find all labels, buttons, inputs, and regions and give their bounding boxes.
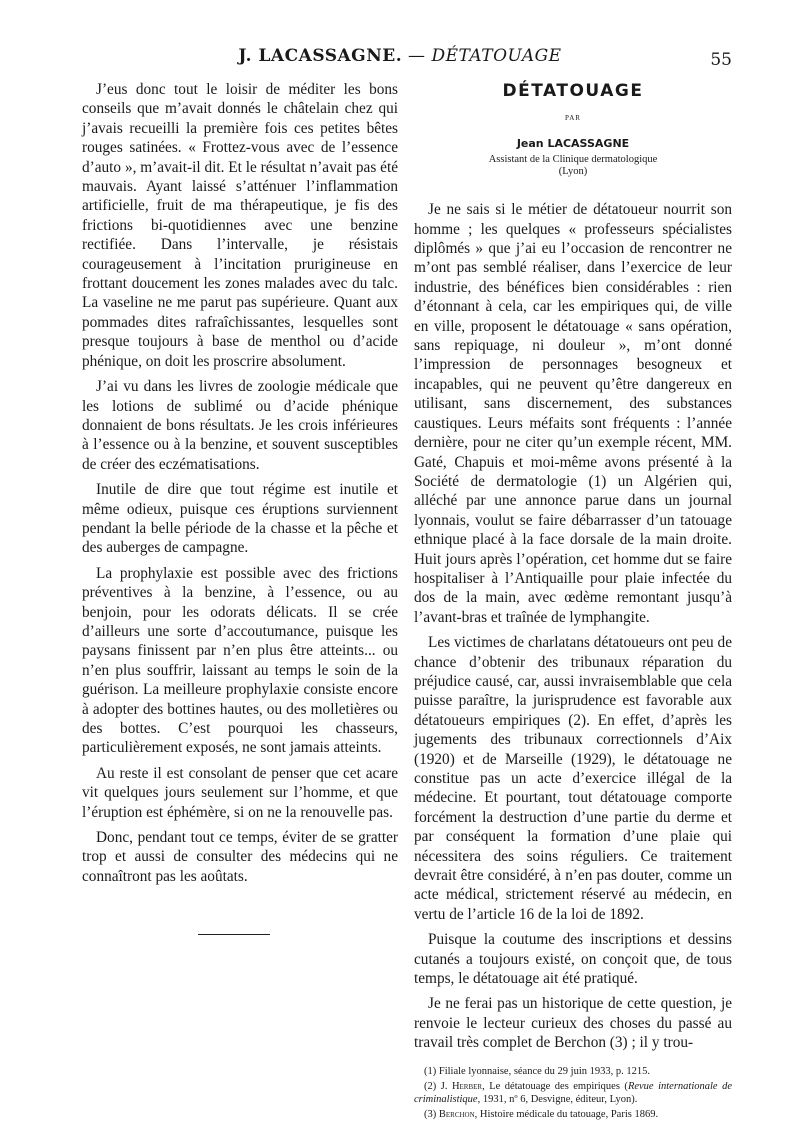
left-paragraph-1: J’eus donc tout le loisir de méditer les bons conseils que m’avait donnés le châtelain chez qui j’avais recueilli la première fois ces petites bêtes rouges satinées. « Frottez-vous avec de l’essence d’auto », m’avait-il dit. Et le résultat n’avait pas été mauvais. Ayant laissé s’atténuer l’inflammation artificielle, fruit de ma thérapeutique, je fis des frictions bi-quotidiennes avec une benzine rectifiée. Dans l’intervalle, je résistais courageusement à l’incitation prurigineuse en frottant doucement les zones malades avec du talc. La vaseline ne me parut pas supérieure. Quant aux pommades dites rafraîchissantes, lesquelles sont presque toujours à base de menthol ou d’acide phénique, on doit les proscrire absolument.	[82, 81, 398, 370]
article-paragraph-1: Je ne sais si le métier de détatoueur nourrit son homme ; les quelques « professeurs spécialistes diplômés » que j’ai eu l’occasion de rencontrer ne m’ont pas semblé réaliser, dans l’exercice de leur industrie, des bénéfices bien considérables : rien d’étonnant à cela, car les empiriques qui, de ville en ville, proposent le détatouage « sans opération, sans repiquage, ni douleur », m’ont donné l’impression de personnages besogneux et incapables, qui ne peuvent qu’être dangereux en utilisant, sans discernement, des substances caustiques. Leurs méfaits sont fréquents : l’année dernière, pour ne citer qu’un exemple récent, MM. Gaté, Chapuis et moi-même avons présenté à la Société de dermatologie (1) un Algérien qui, alléché par une annonce parue dans un journal lyonnais, voulut se faire débarrasser d’un tatouage ethnique placé à la face dorsale de la main droite. Huit jours après l’opération, cet homme dut se faire hospitaliser à l’Antiquaille pour plaie infectée du dos de la main, avec œdème remontant jusqu’à l’avant-bras et traînée de lymphangite.	[414, 201, 732, 626]
right-column	[414, 80, 732, 1123]
running-head	[0, 46, 800, 66]
footnote-2-text-a: , Le détatouage des empiriques (	[482, 1080, 628, 1092]
footnote-2-number: (2) J.	[424, 1080, 448, 1092]
running-head-topic: DÉTATOUAGE	[431, 46, 562, 66]
author-city: (Lyon)	[558, 166, 588, 178]
footnote-2-journal: Revue internationale de criminalistique	[414, 1080, 732, 1105]
section-end-rule	[198, 934, 270, 935]
running-head-author: J. LACASSAGNE.	[238, 46, 403, 66]
footnote-1: (1) Filiale lyonnaise, séance du 29 juin 1933, p. 1215.	[424, 1065, 651, 1077]
running-head-separator: —	[408, 46, 426, 66]
left-column	[82, 80, 398, 935]
page-number: 55	[710, 50, 732, 70]
byline-label: PAR	[565, 114, 581, 123]
left-paragraph-2: J’ai vu dans les livres de zoologie médicale que les lotions de sublimé ou d’acide phénique donnaient de bons résultats. Je les crois inférieures à l’essence ou à la benzine, et souvent susceptibles de créer des eczématisations.	[82, 378, 398, 473]
left-paragraph-6: Donc, pendant tout ce temps, éviter de se gratter trop et aussi de consulter des médecins qui ne connaîtront pas les aoûtats.	[82, 829, 398, 885]
left-paragraph-5: Au reste il est consolant de penser que cet acare vit quelques jours seulement sur l’homme, et que l’éruption est éphémère, si on ne la renouvelle pas.	[82, 764, 398, 821]
article-author: Jean LACASSAGNE	[516, 136, 630, 150]
left-paragraph-4: La prophylaxie est possible avec des frictions préventives à la benzine, à l’essence, ou au benjoin, pour les odorats délicats. Il se crée d’ailleurs une sorte d’accoutumance, puisque les paysans finissent par n’en plus être atteints... ou n’en plus souffrir, laissant au temps le soin de la guérison. La meilleure prophylaxie consiste encore à adopter des bottines hautes, ou des molletières ou des bottes. C’est pourquoi les chasseurs, particulièrement exposés, ne sont jamais atteints.	[82, 564, 398, 757]
article-paragraph-2: Les victimes de charlatans détatoueurs ont peu de chance d’obtenir des tribunaux réparation du préjudice causé, car, aussi invraisemblable que cela puisse paraître, la jurisprudence est favorable aux détatoueurs empiriques (2). En effet, d’après les jugements des tribunaux correctionnels d’Aix (1920) et de Marseille (1929), le détatouage ne constitue pas un acte d’exercice illégal de la médecine. Et pourtant, tout détatouage comporte forcément la destruction d’une partie du derme et par conséquent la formation d’une plaie qui nécessitera des soins réguliers. Ce traitement devrait être considéré, à n’en pas douter, comme un acte médical, strictement réservé au médecin, en vertu de l’article 16 de la loi de 1892.	[414, 634, 732, 923]
footnote-3-author: Berchon	[438, 1108, 475, 1120]
article-paragraph-4: Je ne ferai pas un historique de cette question, je renvoie le lecteur curieux des choses du passé au travail très complet de Berchon (3) ; il y trou-	[414, 995, 732, 1052]
footnote-2-author: Herber	[451, 1080, 483, 1092]
footnotes	[414, 1065, 732, 1121]
article-paragraph-3: Puisque la coutume des inscriptions et dessins cutanés a toujours existé, on conçoit que, de tous temps, le détatouage ait été pratiqué.	[414, 931, 732, 988]
footnote-3-number: (3)	[424, 1108, 437, 1120]
footnote-3-text: , Histoire médicale du tatouage, Paris 1869.	[474, 1108, 659, 1120]
footnote-2-text-b: , 1931, nº 6, Desvigne, éditeur, Lyon).	[477, 1093, 638, 1105]
footnote-3	[414, 1108, 732, 1121]
article-title: DÉTATOUAGE	[502, 81, 644, 101]
author-affiliation: Assistant de la Clinique dermatologique	[488, 154, 658, 166]
left-paragraph-3: Inutile de dire que tout régime est inutile et même odieux, puisque ces éruptions surviennent pendant la belle période de la chasse et la pêche et des auberges de campagne.	[82, 481, 398, 557]
footnote-2	[414, 1080, 732, 1106]
page-header	[0, 46, 800, 76]
